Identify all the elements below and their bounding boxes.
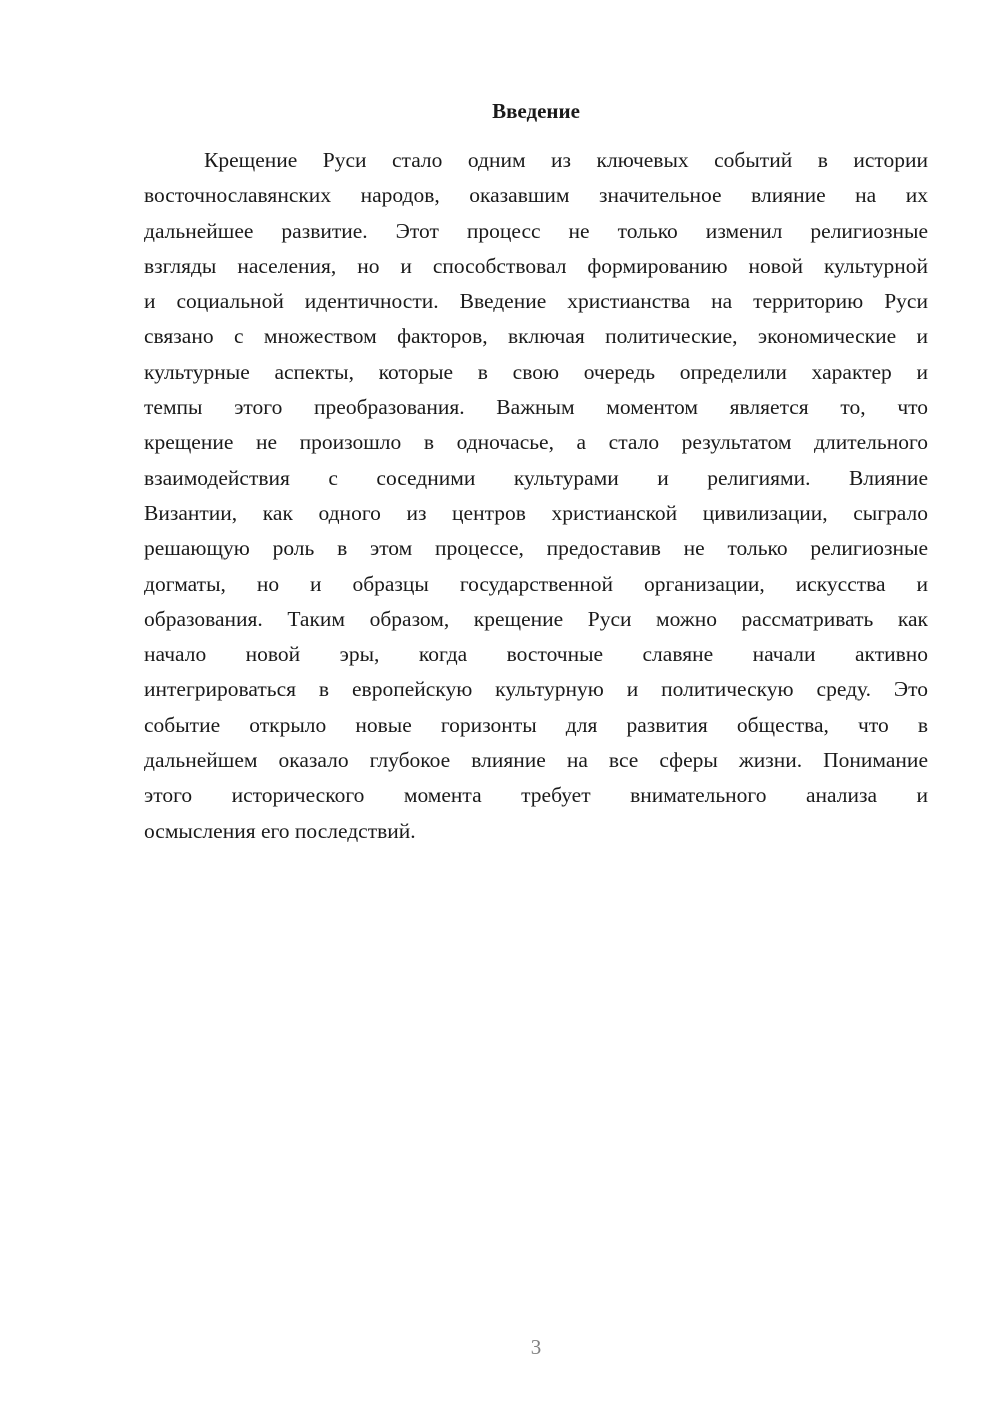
paragraph-line: дальнейшее развитие. Этот процесс не только изменил религиозные	[144, 218, 928, 243]
paragraph-line: догматы, но и образцы государственной организации, искусства и	[144, 571, 928, 596]
page-number: 3	[530, 1335, 542, 1359]
section-heading: Введение	[492, 99, 580, 123]
paragraph-line: событие открыло новые горизонты для развития общества, что в	[144, 712, 928, 737]
paragraph-line: связано с множеством факторов, включая политические, экономические и	[144, 324, 928, 349]
paragraph-line: дальнейшем оказало глубокое влияние на все сферы жизни. Понимание	[144, 748, 928, 773]
paragraph-line: Византии, как одного из центров христианской цивилизации, сыграло	[144, 500, 928, 525]
paragraph-line: темпы этого преобразования. Важным моментом является то, что	[144, 395, 928, 420]
paragraph-line: Крещение Руси стало одним из ключевых событий в истории	[204, 148, 928, 172]
paragraph-line: начало новой эры, когда восточные славяне начали активно	[144, 642, 928, 667]
paragraph-line: крещение не произошло в одночасье, а стало результатом длительного	[144, 430, 928, 455]
paragraph-line: решающую роль в этом процессе, предоставив не только религиозные	[144, 536, 928, 561]
paragraph-line: культурные аспекты, которые в свою очередь определили характер и	[144, 359, 928, 384]
paragraph-line: взгляды населения, но и способствовал формированию новой культурной	[144, 253, 928, 278]
body-paragraph	[144, 143, 928, 849]
paragraph-line: интегрироваться в европейскую культурную и политическую среду. Это	[144, 677, 928, 702]
paragraph-line: взаимодействия с соседними культурами и религиями. Влияние	[144, 465, 928, 490]
paragraph-line: этого исторического момента требует внимательного анализа и	[144, 783, 928, 808]
paragraph-line: и социальной идентичности. Введение христианства на территорию Руси	[144, 289, 928, 314]
paragraph-line: образования. Таким образом, крещение Руси можно рассматривать как	[144, 606, 928, 631]
paragraph-line: восточнославянских народов, оказавшим значительное влияние на их	[144, 183, 928, 208]
paragraph-line: осмысления его последствий.	[144, 818, 416, 843]
